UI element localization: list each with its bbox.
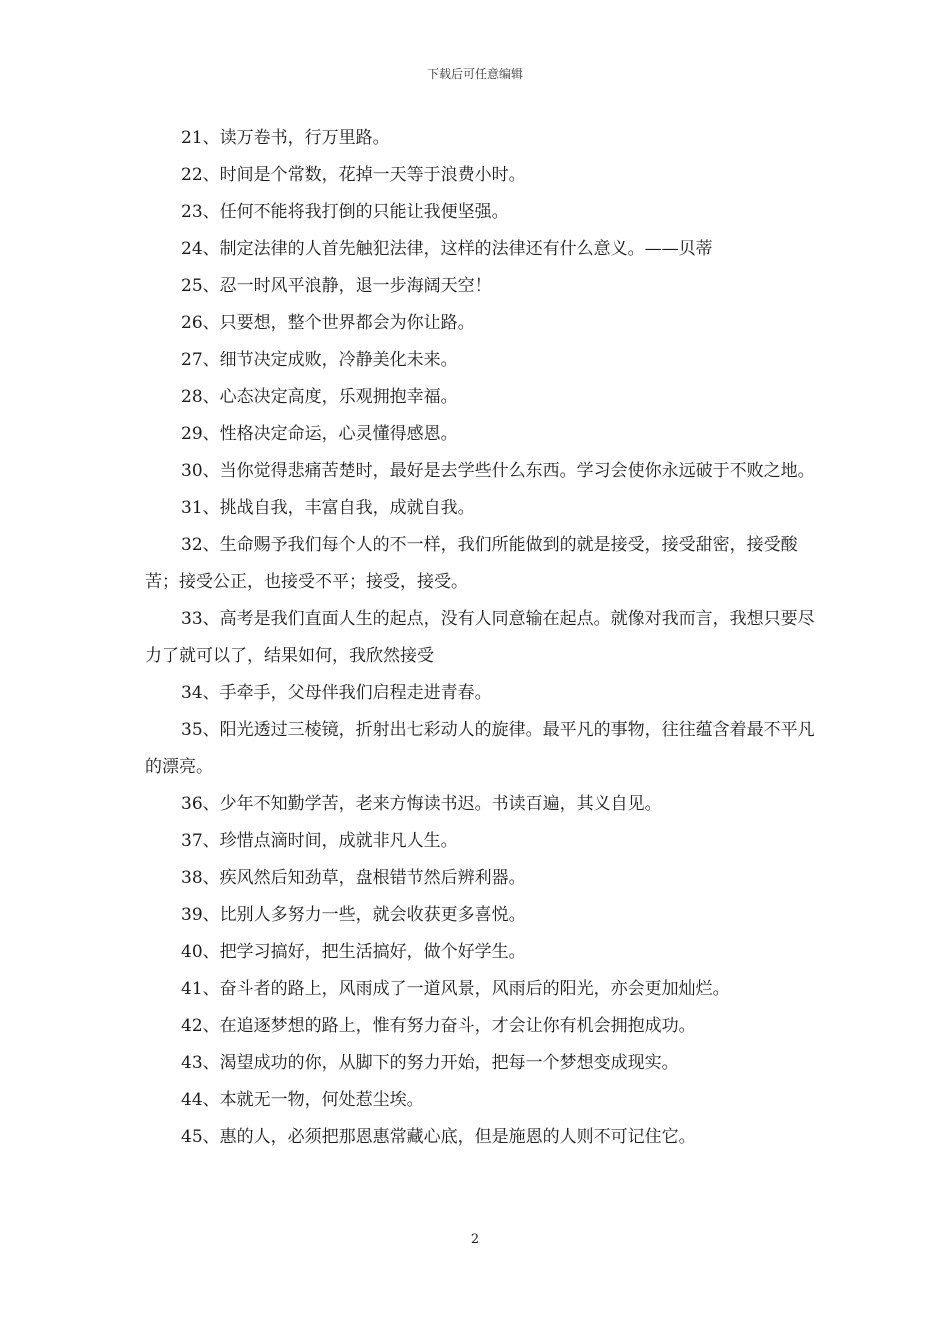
quote-30: 30、当你觉得悲痛苦楚时，最好是去学些什么东西。学习会使你永远破于不败之地。 [181,461,815,481]
quote-42: 42、在追逐梦想的路上，惟有努力奋斗，才会让你有机会拥抱成功。 [181,1016,696,1036]
quote-39: 39、比别人多努力一些，就会收获更多喜悦。 [181,905,526,925]
quote-26: 26、只要想，整个世界都会为你让路。 [181,313,475,333]
quote-29: 29、性格决定命运，心灵懂得感恩。 [181,424,458,444]
quote-22: 22、时间是个常数，花掉一天等于浪费小时。 [181,165,526,185]
quote-40: 40、把学习搞好，把生活搞好，做个好学生。 [181,942,526,962]
quote-41: 41、奋斗者的路上，风雨成了一道风景，风雨后的阳光，亦会更加灿烂。 [181,979,730,999]
quote-44: 44、本就无一物，何处惹尘埃。 [181,1090,424,1110]
quote-32: 32、生命赐予我们每个人的不一样，我们所能做到的就是接受，接受甜密，接受酸苦；接受公正，也接受不平；接受，接受。 [145,535,798,592]
quote-34: 34、手牵手，父母伴我们启程走进青春。 [181,683,492,703]
quote-25: 25、忍一时风平浪静，退一步海阔天空！ [181,276,492,296]
quote-21: 21、读万卷书，行万里路。 [181,128,390,148]
page-number: 2 [470,1232,480,1247]
quote-33: 33、高考是我们直面人生的起点，没有人同意输在起点。就像对我而言，我想只要尽力了就可以了，结果如何，我欣然接受 [145,609,815,666]
quote-38: 38、疾风然后知劲草，盘根错节然后辨利器。 [181,868,526,888]
quote-27: 27、细节决定成败，冷静美化未来。 [181,350,458,370]
page-header: 下载后可任意编辑 [426,67,523,81]
quote-37: 37、珍惜点滴时间，成就非凡人生。 [181,831,458,851]
quote-31: 31、挑战自我，丰富自我，成就自我。 [181,498,475,518]
quote-23: 23、任何不能将我打倒的只能让我便坚强。 [181,202,509,222]
quote-24: 24、制定法律的人首先触犯法律，这样的法律还有什么意义。——贝蒂 [181,239,713,259]
quote-35: 35、阳光透过三棱镜，折射出七彩动人的旋律。最平凡的事物，往往蕴含着最不平凡的漂亮。 [145,720,815,777]
quote-36: 36、少年不知勤学苦，老来方悔读书迟。书读百遍，其义自见。 [181,794,662,814]
quote-45: 45、惠的人，必须把那恩惠常藏心底，但是施恩的人则不可记住它。 [181,1127,696,1147]
quote-43: 43、渴望成功的你，从脚下的努力开始，把每一个梦想变成现实。 [181,1053,679,1073]
document-body [145,120,825,1156]
quote-28: 28、心态决定高度，乐观拥抱幸福。 [181,387,458,407]
